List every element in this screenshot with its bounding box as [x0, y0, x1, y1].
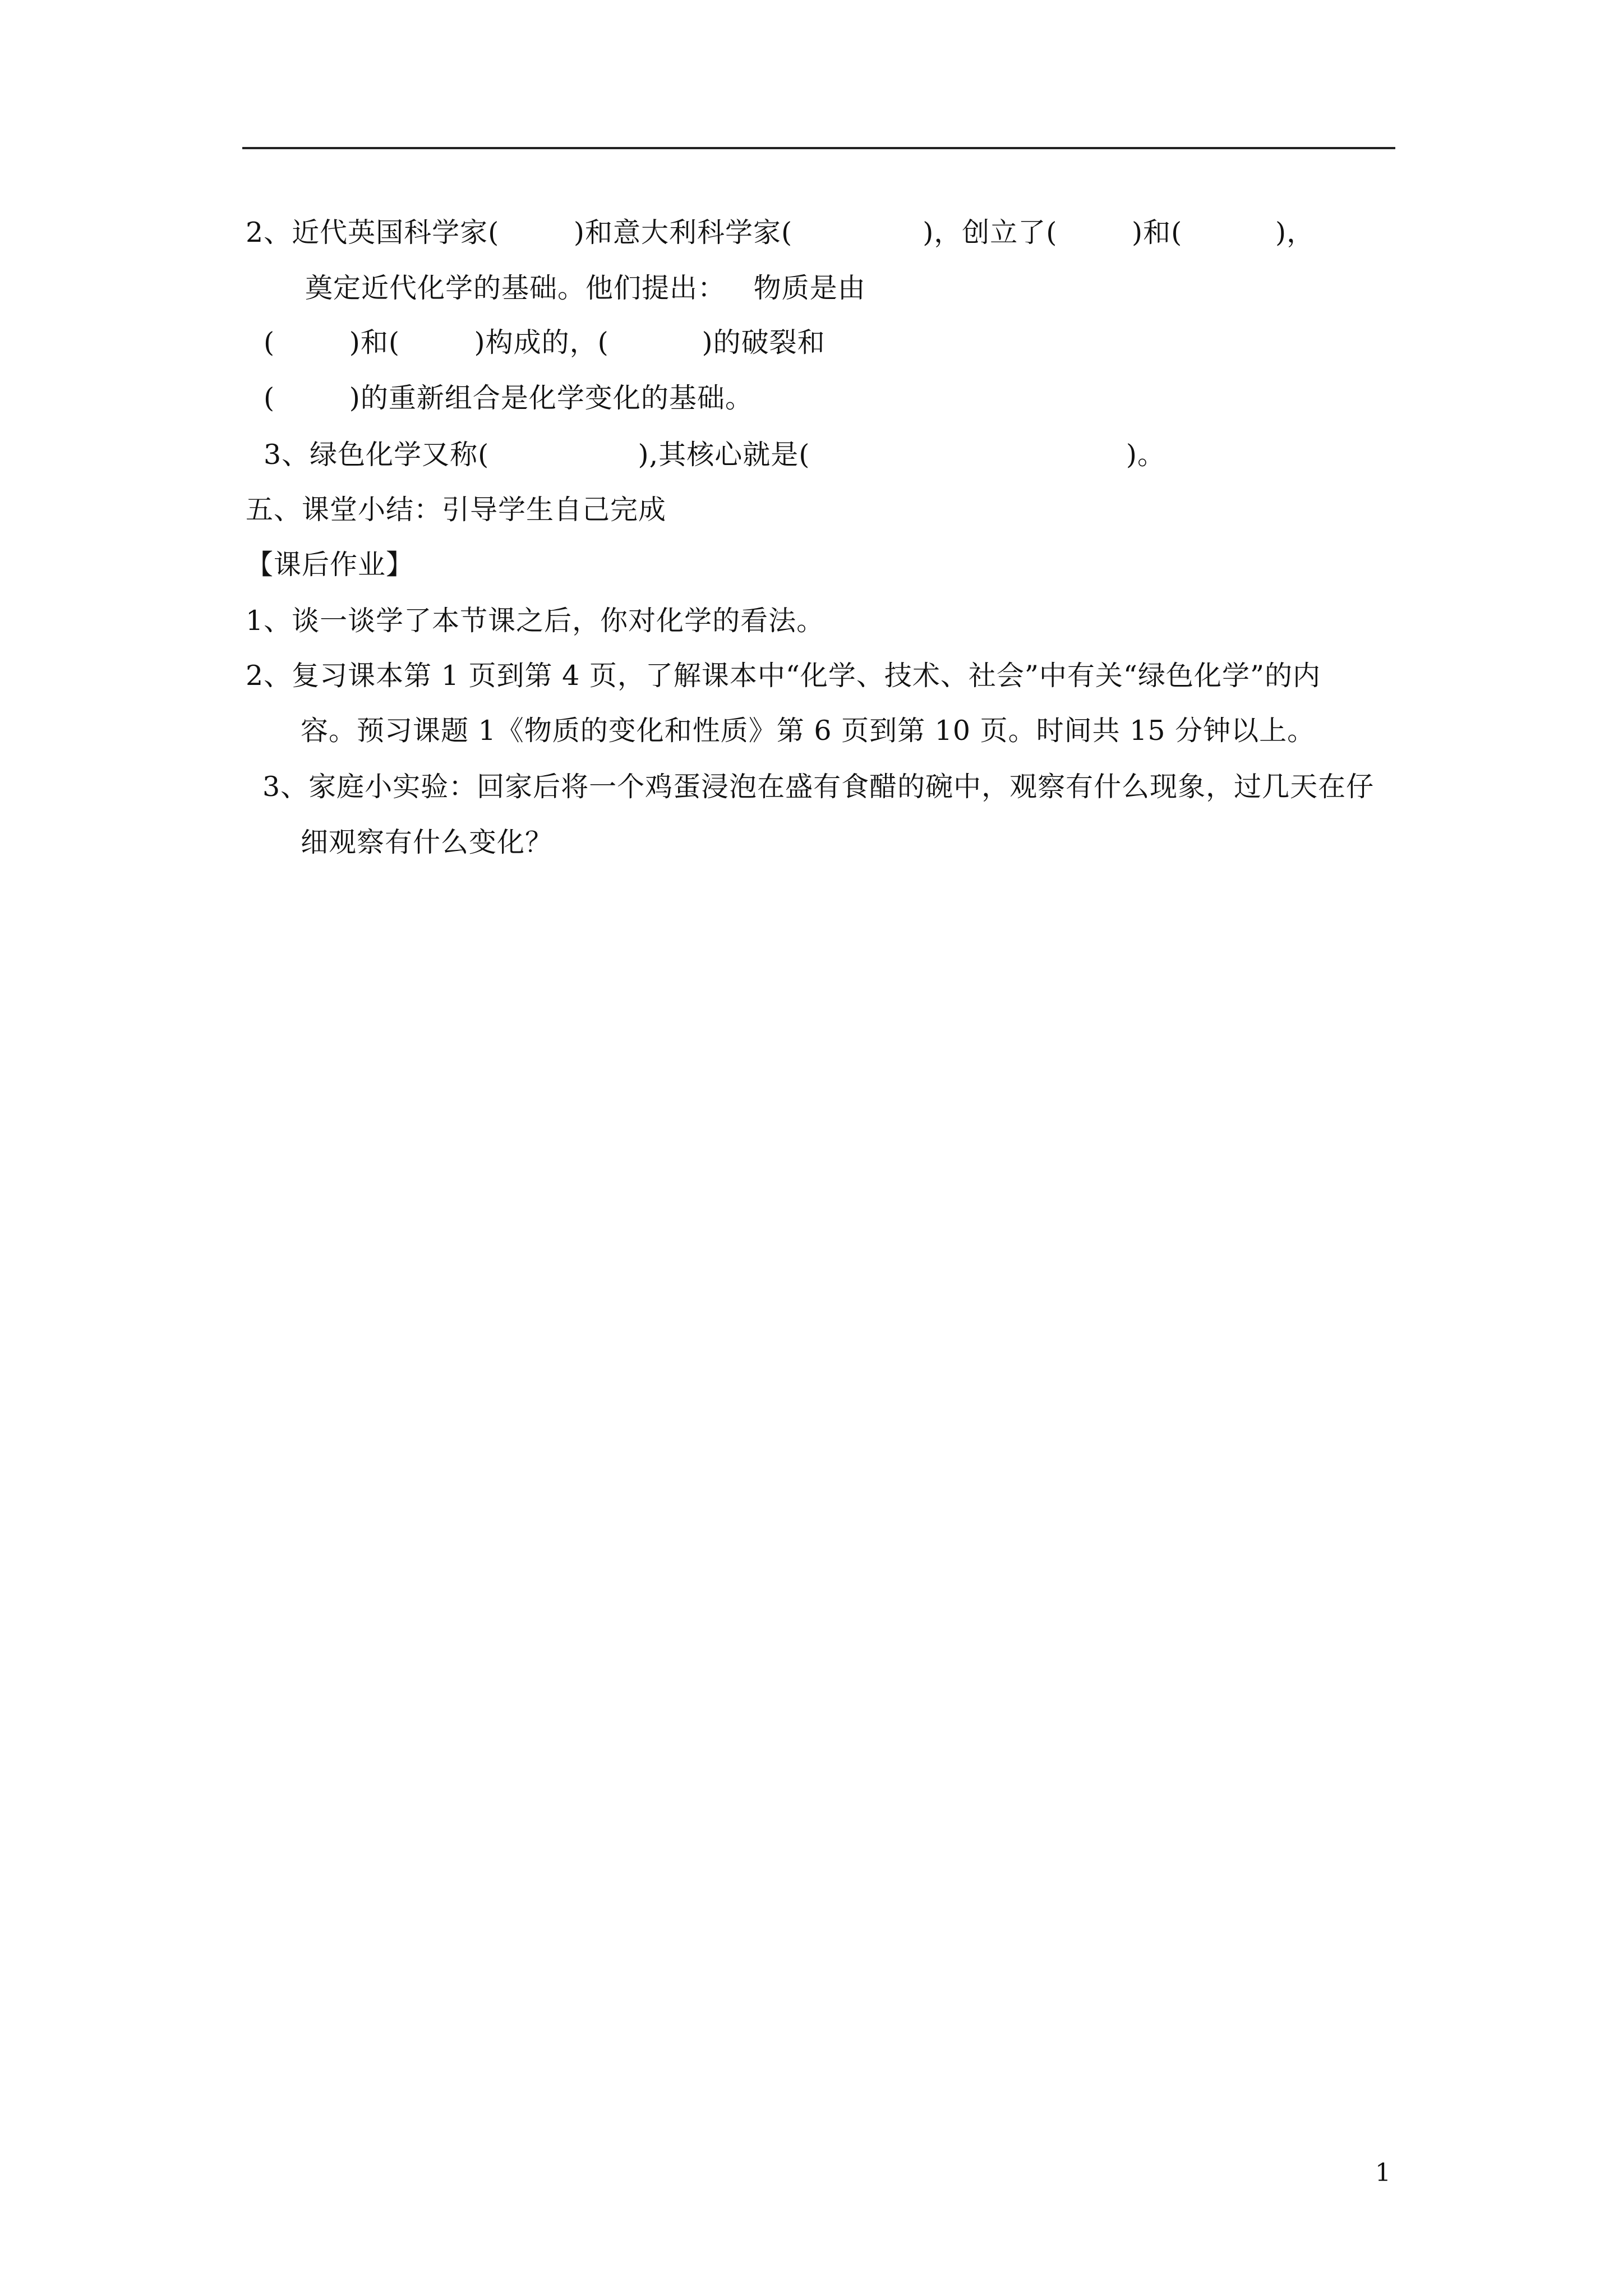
question-2-line-2: 奠定近代化学的基础。他们提出： 物质是由: [305, 272, 866, 304]
header-rule: [242, 147, 1395, 149]
homework-item-2-line-1: 2、复习课本第 1 页到第 4 页，了解课本中“化学、技术、社会”中有关“绿色化学”的内: [246, 660, 1321, 692]
homework-item-1: 1、谈一谈学了本节课之后，你对化学的看法。: [246, 605, 825, 637]
homework-item-3-line-2: 细观察有什么变化？: [301, 826, 554, 858]
question-2-line-3: ( )和( )构成的，( )的破裂和: [264, 326, 826, 358]
homework-heading: 【课后作业】: [246, 549, 414, 581]
question-3-line: 3、绿色化学又称( ),其核心就是( )。: [264, 439, 1166, 471]
question-2-line-1: 2、近代英国科学家( )和意大利科学家( )，创立了( )和( )，: [246, 217, 1315, 249]
homework-item-3-line-1: 3、家庭小实验：回家后将一个鸡蛋浸泡在盛有食醋的碗中，观察有什么现象，过几天在仔: [262, 771, 1375, 803]
page-number: 1: [1375, 2159, 1391, 2187]
section-summary-heading: 五、课堂小结：引导学生自己完成: [246, 494, 667, 526]
homework-item-2-line-2: 容。预习课题 1《物质的变化和性质》第 6 页到第 10 页。时间共 15 分钟以上。: [301, 715, 1316, 747]
question-2-line-4: ( )的重新组合是化学变化的基础。: [264, 382, 753, 414]
